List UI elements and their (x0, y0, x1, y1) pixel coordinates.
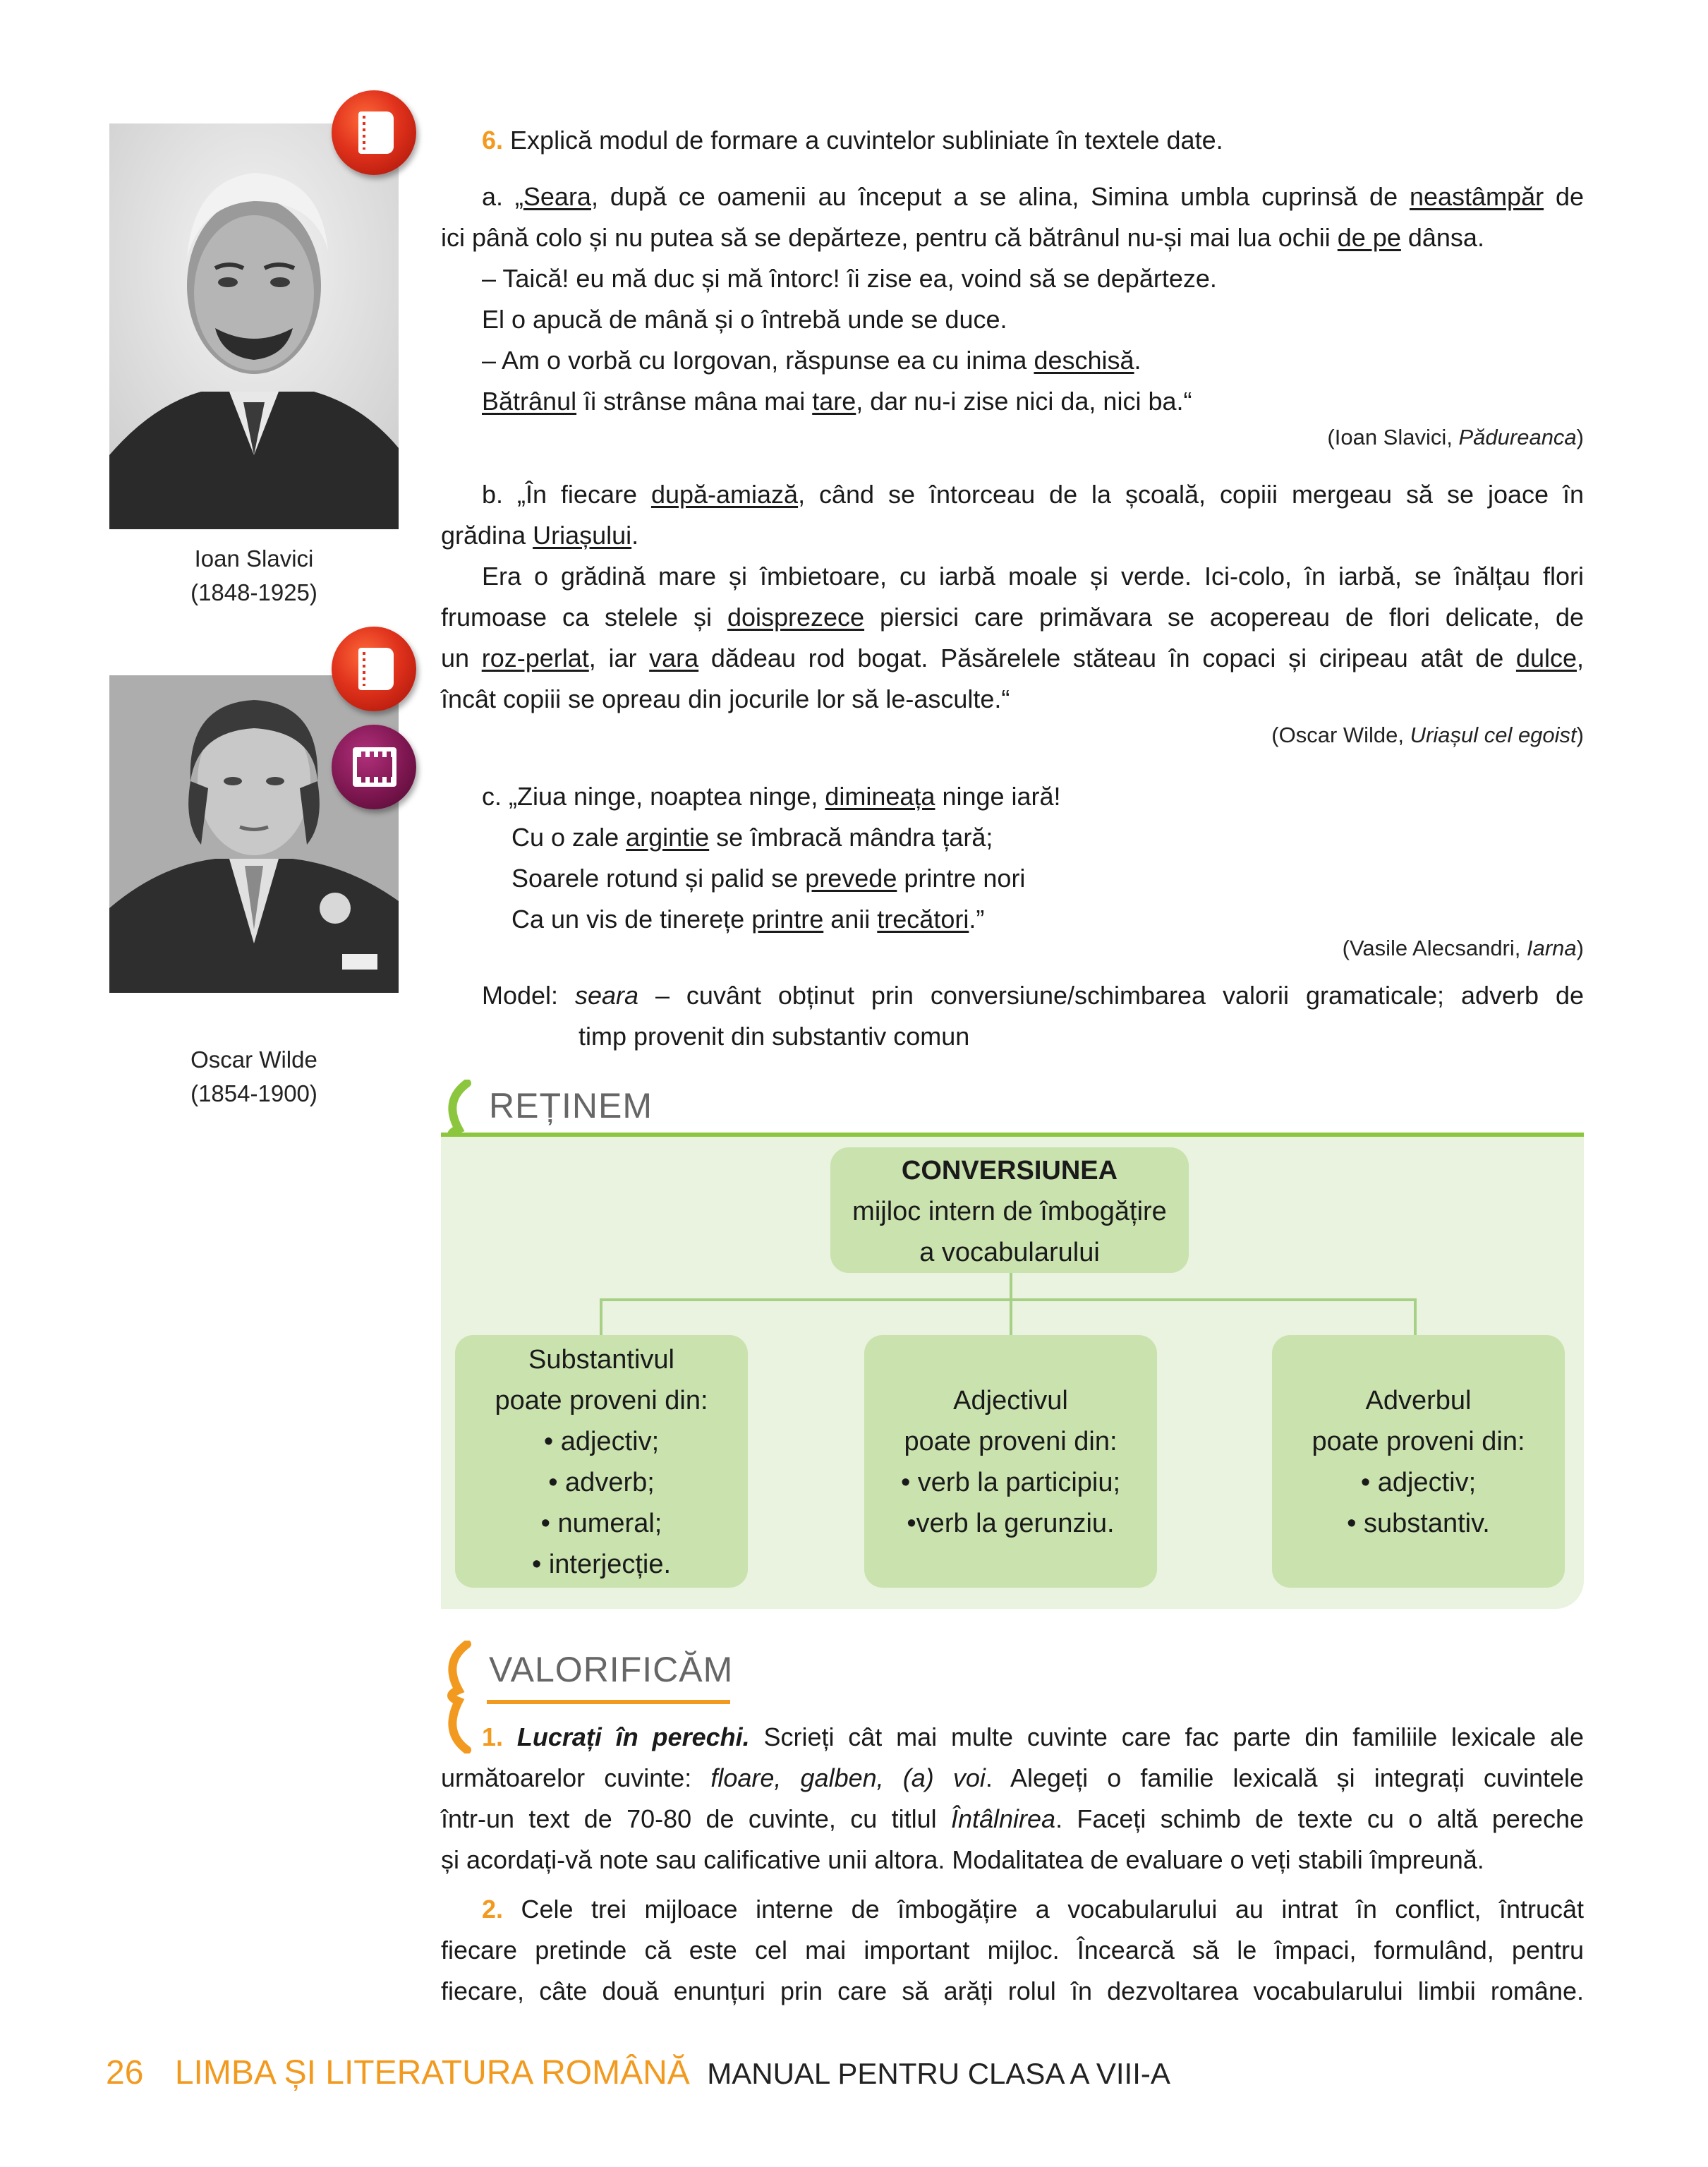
source-title: Pădureanca (1458, 425, 1577, 449)
caption-name: Ioan Slavici (194, 545, 314, 572)
adjectivul-box (864, 1335, 1157, 1588)
box-line: •verb la gerunziu. (907, 1509, 1115, 1538)
box-line: poate proveni din: (495, 1386, 708, 1416)
book-title: LIMBA ȘI LITERATURA ROMÂNĂ (174, 2054, 690, 2091)
model-word: seara (574, 981, 639, 1010)
box-line: • numeral; (540, 1509, 662, 1538)
excerpt-line: El o apucă de mână și o întrebă unde se duce. (482, 305, 1007, 334)
excerpt-line (441, 776, 1584, 817)
valorificam-exercise-2 (441, 1889, 1584, 2012)
text: Ca un vis de tinerețe (511, 905, 752, 934)
text: se îmbracă mândra țară; (709, 823, 993, 852)
underlined-word: Uriașului (533, 521, 632, 550)
text: următoarelor cuvinte: (441, 1763, 711, 1792)
box-line: • substantiv. (1347, 1509, 1490, 1538)
model-line: timp provenit din substantiv comun (579, 1022, 970, 1051)
source-a (1327, 421, 1584, 454)
portrait-ioan-slavici (109, 123, 399, 529)
underlined-word: de pe (1337, 223, 1401, 252)
box-line: Adverbul (1365, 1386, 1472, 1416)
box-line: • adjectiv; (1360, 1468, 1477, 1497)
box-line: Substantivul (528, 1345, 674, 1375)
text: anii (823, 905, 878, 934)
retinem-divider (441, 1133, 1584, 1137)
portrait-oscar-wilde-image (109, 675, 399, 993)
excerpt-line (441, 817, 1584, 858)
conversiunea-box (830, 1147, 1189, 1273)
text: dânsa. (1400, 223, 1484, 252)
retinem-title: REȚINEM (489, 1086, 653, 1125)
text: , după ce oamenii au început a se alina, Simina umbla cuprinsă de (590, 182, 1410, 211)
source-author: (Oscar Wilde, (1271, 723, 1410, 747)
text: a. „ (482, 182, 523, 211)
box-line: • interjecție. (531, 1550, 672, 1579)
book-icon[interactable] (332, 627, 416, 711)
excerpt-line (441, 515, 1584, 556)
portrait-ioan-slavici-image (109, 123, 399, 529)
underlined-word: doisprezece (727, 603, 865, 632)
text: . Faceți schimb de texte cu o altă pereche (1055, 1804, 1584, 1833)
source-title: Iarna (1527, 936, 1577, 960)
excerpt-c (441, 776, 1584, 940)
text: ) (1576, 425, 1584, 449)
exercise-line (441, 1758, 1584, 1799)
excerpt-a (441, 176, 1584, 422)
text: , dar nu-i zise nici da, nici ba.“ (856, 387, 1192, 416)
text: ) (1576, 936, 1584, 960)
caption-ioan-slavici (106, 542, 402, 610)
excerpt-line: încât copiii se opreau din jocurile lor să le-asculte.“ (441, 684, 1010, 713)
underlined-word: tare (812, 387, 856, 416)
tree-connector (1010, 1270, 1012, 1337)
underlined-word: Bătrânul (482, 387, 577, 416)
text: c. „Ziua ninge, noaptea ninge, (482, 782, 825, 811)
text: dădeau rod bogat. Păsărelele stăteau în copaci și ciripeau atât de (698, 644, 1516, 672)
source-c (1343, 931, 1584, 965)
excerpt-line: – Taică! eu mă duc și mă întorc! îi zise ea, voind să se depărteze. (482, 264, 1217, 293)
excerpt-line (441, 474, 1584, 515)
exercise-line (441, 1717, 1584, 1758)
valorificam-divider (487, 1700, 730, 1704)
exercise-6-prompt (482, 120, 1223, 161)
box-line: poate proveni din: (904, 1427, 1118, 1456)
italic-words: Întâlnirea (950, 1804, 1056, 1833)
text: , (1576, 644, 1584, 672)
excerpt-line (441, 858, 1584, 899)
underlined-word: argintie (626, 823, 710, 852)
excerpt-line (441, 597, 1584, 638)
exercise-line (441, 1889, 1584, 1930)
underlined-word: dimineața (825, 782, 935, 811)
text: b. „În fiecare (482, 480, 651, 509)
source-title: Uriașul cel egoist (1410, 723, 1577, 747)
tree-connector (1414, 1298, 1417, 1337)
book-subtitle: MANUAL PENTRU CLASA A VIII-A (707, 2057, 1170, 2090)
text: Cele trei mijloace interne de îmbogățire a vocabularului au intrat în conflict, întrucât (503, 1895, 1584, 1924)
text: ) (1576, 723, 1584, 747)
text: . Alegeți o familie lexicală și integrați cuvintele (985, 1763, 1585, 1792)
film-icon[interactable] (332, 725, 416, 809)
excerpt-line (441, 381, 1584, 422)
underlined-word: prevede (805, 864, 897, 893)
exercise-line: fiecare, câte două enunțuri prin care să arăți rolul în dezvoltarea vocabularului limbii române. (441, 1976, 1584, 2005)
text: . (631, 521, 639, 550)
excerpt-line (441, 340, 1584, 381)
excerpt-line (441, 176, 1584, 217)
underlined-word: dulce (1515, 644, 1577, 672)
model-answer (441, 975, 1584, 1057)
source-b (1271, 718, 1584, 752)
exercise-number: 1. (482, 1722, 504, 1751)
text: de (1544, 182, 1584, 211)
text: – cuvânt obținut prin conversiune/schimbarea valorii gramaticale; adverb de (638, 981, 1584, 1010)
exercise-line: și acordați-vă note sau calificative unii altora. Modalitatea de evaluare o veți stabili împreună. (441, 1845, 1484, 1874)
excerpt-b (441, 474, 1584, 720)
tree-connector (600, 1298, 1417, 1301)
model-line (441, 975, 1584, 1016)
page-number: 26 (106, 2054, 144, 2091)
box-line: Adjectivul (953, 1386, 1068, 1416)
text: Scrieți cât mai multe cuvinte care fac parte din familiile lexicale ale (749, 1722, 1584, 1751)
text: , iar (588, 644, 650, 672)
underlined-word: trecători (877, 905, 969, 934)
text: grădina (441, 521, 533, 550)
text: într-un text de 70-80 de cuvinte, cu titlul (441, 1804, 951, 1833)
caption-years: (1848-1925) (190, 579, 317, 605)
exercise-line: fiecare pretinde că este cel mai important mijloc. Încearcă să le împaci, formulând, pentru (441, 1936, 1584, 1964)
box-line: • adjectiv; (543, 1427, 660, 1456)
underlined-word: Seara (523, 182, 591, 211)
source-author: (Ioan Slavici, (1327, 425, 1459, 449)
underlined-word: neastâmpăr (1409, 182, 1544, 211)
source-author: (Vasile Alecsandri, (1342, 936, 1527, 960)
box-line: • verb la participiu; (900, 1468, 1121, 1497)
valorificam-exercise-1 (441, 1717, 1584, 1881)
excerpt-line: Era o grădină mare și îmbietoare, cu iarbă moale și verde. Ici-colo, în iarbă, se înălțau flori (482, 562, 1584, 591)
exercise-line (441, 1799, 1584, 1840)
caption-oscar-wilde (106, 1043, 402, 1111)
excerpt-line (441, 638, 1584, 679)
exercise-number: 6. (482, 126, 504, 155)
text: . (1134, 346, 1141, 375)
exercise-text: Explică modul de formare a cuvintelor subliniate în textele date. (510, 126, 1223, 155)
text: ninge iară! (935, 782, 1061, 811)
text: Soarele rotund și palid se (511, 864, 806, 893)
underlined-word: după-amiază (650, 480, 799, 509)
caption-years: (1854-1900) (190, 1080, 317, 1106)
text: piersici care primăvara se acopereau de flori delicate, de (864, 603, 1585, 632)
underlined-word: printre (751, 905, 824, 934)
box-line: poate proveni din: (1312, 1427, 1525, 1456)
adverbul-box (1272, 1335, 1565, 1588)
italic-words: floare, galben, (a) voi (710, 1763, 986, 1792)
box-line: • adverb; (548, 1468, 655, 1497)
text: frumoase ca stelele și (441, 603, 727, 632)
text: , când se întorceau de la școală, copiii mergeau să se joace în (798, 480, 1585, 509)
conversiunea-line: a vocabularului (919, 1238, 1100, 1267)
model-label: Model: (482, 981, 575, 1010)
valorificam-title: VALORIFICĂM (489, 1650, 734, 1689)
exercise-number: 2. (482, 1895, 504, 1924)
conversiunea-title: CONVERSIUNEA (901, 1156, 1118, 1185)
text: Cu o zale (511, 823, 626, 852)
text: ici până colo și nu putea să se depărteze, pentru că bătrânul nu-și mai lua ochii (441, 223, 1338, 252)
tree-connector (600, 1298, 602, 1337)
text: printre nori (897, 864, 1026, 893)
text: – Am o vorbă cu Iorgovan, răspunse ea cu inima (482, 346, 1034, 375)
conversiunea-line: mijloc intern de îmbogățire (852, 1197, 1167, 1226)
text: îi strânse mâna mai (576, 387, 813, 416)
caption-name: Oscar Wilde (190, 1046, 317, 1073)
underlined-word: deschisă (1034, 346, 1134, 375)
excerpt-line (441, 217, 1584, 258)
text: .” (969, 905, 985, 934)
substantivul-box (455, 1335, 748, 1588)
portrait-oscar-wilde (109, 675, 399, 993)
page-footer (106, 2053, 1170, 2092)
underlined-word: roz-perlat (481, 644, 589, 672)
text: un (441, 644, 482, 672)
book-icon[interactable] (332, 90, 416, 175)
exercise-instruction: Lucrați în perechi. (516, 1722, 750, 1751)
underlined-word: vara (649, 644, 699, 672)
